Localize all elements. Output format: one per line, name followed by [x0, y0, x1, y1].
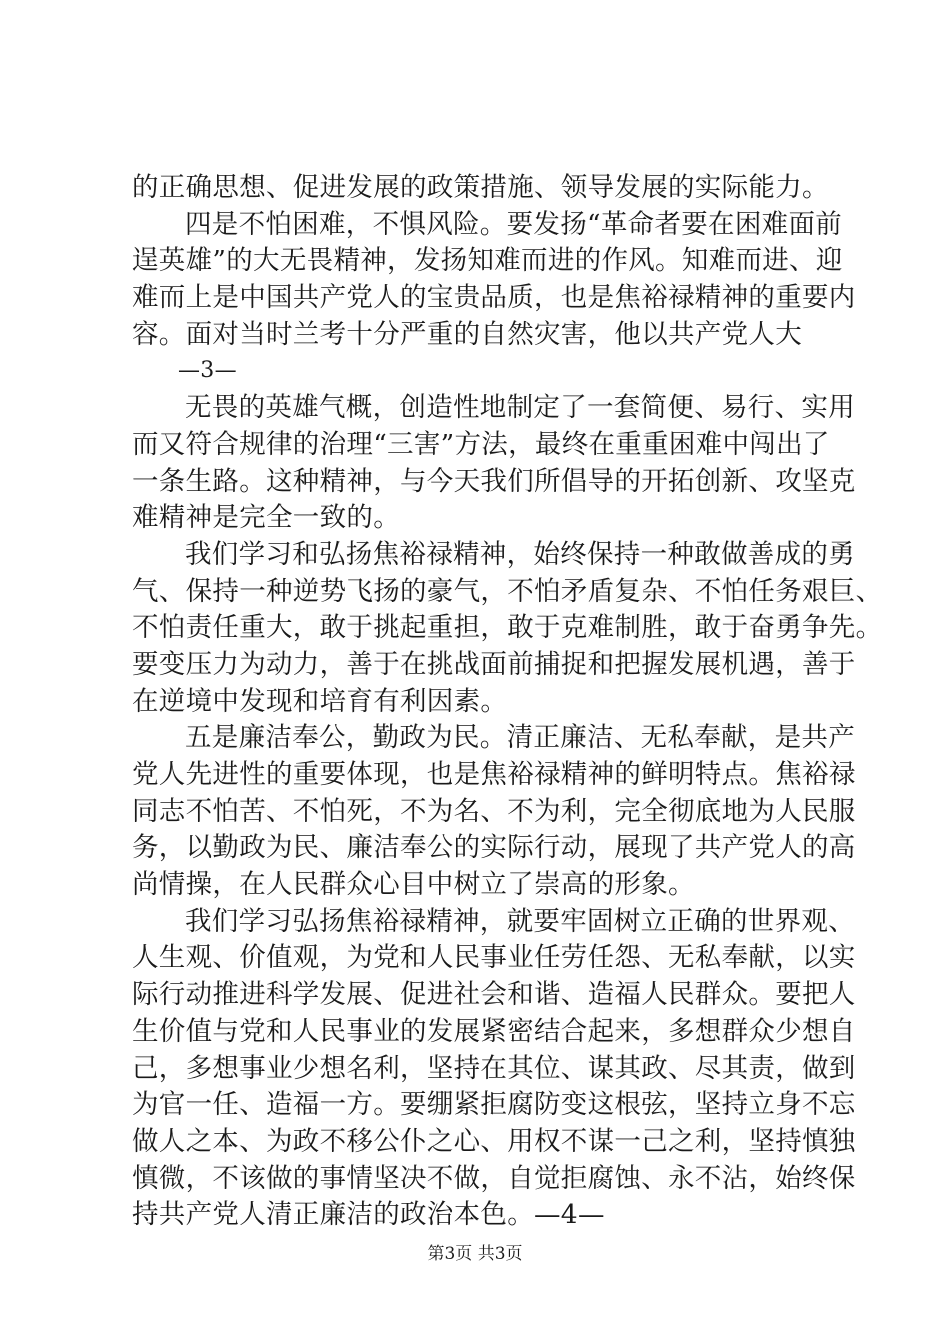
text-line: 要变压力为动力，善于在挑战面前捕捉和把握发展机遇，善于: [132, 648, 856, 680]
text-line: 四是不怕困难，不惧风险。要发扬“革命者要在困难面前: [185, 208, 843, 240]
text-line: 党人先进性的重要体现，也是焦裕禄精神的鲜明特点。焦裕禄: [132, 759, 856, 790]
text-line: 无畏的英雄气概，创造性地制定了一套简便、易行、实用: [185, 392, 855, 424]
text-line: 为官一任、造福一方。要绷紧拒腐防变这根弦，坚持立身不忘: [132, 1089, 856, 1121]
text-line: 人生观、价值观，为党和人民事业任劳任怨、无私奉献，以实: [132, 942, 856, 974]
text-line: 不怕责任重大，敢于挑起重担，敢于克难制胜，敢于奋勇争先。: [132, 612, 883, 644]
text-line: 际行动推进科学发展、促进社会和谐、造福人民群众。要把人: [132, 979, 856, 1011]
text-line: 的正确思想、促进发展的政策措施、领导发展的实际能力。: [132, 172, 829, 203]
text-line: 我们学习弘扬焦裕禄精神，就要牢固树立正确的世界观、: [185, 905, 855, 937]
text-line: 同志不怕苦、不怕死，不为名、不为利，完全彻底地为人民服: [132, 795, 856, 827]
text-line: 在逆境中发现和培育有利因素。: [132, 685, 508, 717]
text-line: 生价值与党和人民事业的发展紧密结合起来，多想群众少想自: [132, 1015, 856, 1047]
page-footer: 第3页 共3页: [427, 1244, 523, 1264]
text-line: 难精神是完全一致的。: [132, 502, 400, 534]
text-line: 五是廉洁奉公，勤政为民。清正廉洁、无私奉献，是共产: [185, 722, 855, 754]
text-line: 我们学习和弘扬焦裕禄精神，始终保持一种敢做善成的勇: [185, 538, 855, 570]
text-line: 尚情操，在人民群众心目中树立了崇高的形象。: [132, 869, 695, 901]
text-line: 一条生路。这种精神，与今天我们所倡导的开拓创新、攻坚克: [132, 465, 856, 497]
text-line: 难而上是中国共产党人的宝贵品质，也是焦裕禄精神的重要内: [132, 282, 856, 314]
text-line: 逞英雄”的大无畏精神，发扬知难而进的作风。知难而进、迎: [132, 245, 843, 277]
text-line: 持共产党人清正廉洁的政治本色。—4—: [132, 1199, 605, 1231]
page-number-mark: —3—: [178, 358, 237, 384]
text-line: 务，以勤政为民、廉洁奉公的实际行动，展现了共产党人的高: [132, 832, 856, 864]
text-line: 慎微，不该做的事情坚决不做，自觉拒腐蚀、永不沾，始终保: [132, 1162, 856, 1194]
text-line: 做人之本、为政不移公仆之心、用权不谋一己之利，坚持慎独: [132, 1125, 856, 1157]
text-line: 而又符合规律的治理“三害”方法，最终在重重困难中闯出了: [132, 428, 830, 460]
text-line: 容。面对当时兰考十分严重的自然灾害，他以共产党人大: [132, 318, 802, 350]
text-line: 气、保持一种逆势飞扬的豪气，不怕矛盾复杂、不怕任务艰巨、: [132, 575, 883, 607]
text-line: 己，多想事业少想名利，坚持在其位、谋其政、尽其责，做到: [132, 1052, 856, 1084]
document-body: [132, 170, 883, 1234]
